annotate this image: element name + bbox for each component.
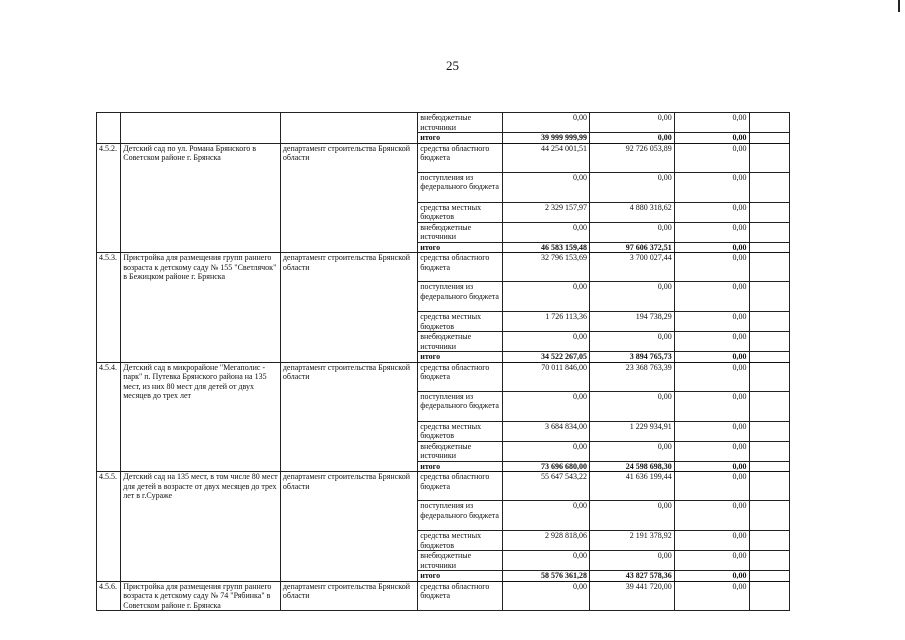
- empty-trailing-cell: [749, 352, 789, 363]
- amount-cell-2: 0,00: [589, 282, 674, 312]
- empty-trailing-cell: [749, 113, 789, 133]
- funding-source-cell: итого: [418, 461, 503, 472]
- empty-trailing-cell: [749, 421, 789, 441]
- page-number: 25: [446, 58, 459, 73]
- amount-cell-3: 0,00: [674, 312, 749, 332]
- funding-source-cell: поступления из федерального бюджета: [418, 172, 503, 202]
- funding-source-cell: средства областного бюджета: [418, 581, 503, 611]
- empty-trailing-cell: [749, 581, 789, 611]
- amount-cell-2: 194 738,29: [589, 312, 674, 332]
- amount-cell-1: 32 796 153,69: [503, 253, 590, 282]
- amount-cell-1: 55 647 543,22: [503, 472, 590, 501]
- project-finance-row: [97, 143, 790, 172]
- amount-cell-3: 0,00: [674, 391, 749, 421]
- project-finance-row: [97, 362, 790, 391]
- empty-trailing-cell: [749, 133, 789, 144]
- project-name-cell: Детский сад в микрорайоне "Мегаполис - парк" п. Путевка Брянского района на 135 мест, из них 80 мест для детей от двух месяцев до трех лет: [121, 362, 281, 472]
- empty-trailing-cell: [749, 441, 789, 461]
- funding-source-cell: средства областного бюджета: [418, 472, 503, 501]
- amount-cell-2: 43 827 578,36: [589, 571, 674, 582]
- funding-source-cell: средства местных бюджетов: [418, 531, 503, 551]
- responsible-department-cell: департамент строительства Брянской области: [280, 581, 417, 611]
- project-code-cell: 4.5.4.: [97, 362, 121, 472]
- amount-cell-2: 39 441 720,00: [589, 581, 674, 611]
- funding-source-cell: поступления из федерального бюджета: [418, 282, 503, 312]
- amount-cell-1: 39 999 999,99: [503, 133, 590, 144]
- funding-source-cell: итого: [418, 571, 503, 582]
- amount-cell-3: 0,00: [674, 472, 749, 501]
- project-name-cell: Детский сад по ул. Романа Брянского в Советском районе г. Брянска: [121, 143, 281, 253]
- amount-cell-1: 58 576 361,28: [503, 571, 590, 582]
- amount-cell-2: 23 368 763,39: [589, 362, 674, 391]
- project-code-cell: 4.5.3.: [97, 253, 121, 363]
- funding-source-cell: внебюджетные источники: [418, 551, 503, 571]
- amount-cell-3: 0,00: [674, 332, 749, 352]
- amount-cell-1: 0,00: [503, 501, 590, 531]
- amount-cell-3: 0,00: [674, 461, 749, 472]
- amount-cell-2: 0,00: [589, 133, 674, 144]
- amount-cell-2: 1 229 934,91: [589, 421, 674, 441]
- amount-cell-1: 46 583 159,48: [503, 242, 590, 253]
- amount-cell-2: 0,00: [589, 551, 674, 571]
- empty-trailing-cell: [749, 571, 789, 582]
- empty-name-cell: [121, 113, 281, 144]
- funding-source-cell: итого: [418, 242, 503, 253]
- empty-code-cell: [97, 113, 121, 144]
- amount-cell-1: 34 522 267,05: [503, 352, 590, 363]
- project-finance-row: [97, 472, 790, 501]
- amount-cell-2: 0,00: [589, 391, 674, 421]
- amount-cell-1: 2 329 157,97: [503, 202, 590, 222]
- responsible-department-cell: департамент строительства Брянской области: [280, 472, 417, 582]
- project-finance-row: [97, 581, 790, 611]
- responsible-department-cell: департамент строительства Брянской области: [280, 253, 417, 363]
- amount-cell-3: 0,00: [674, 352, 749, 363]
- funding-source-cell: внебюджетные источники: [418, 332, 503, 352]
- empty-trailing-cell: [749, 172, 789, 202]
- amount-cell-3: 0,00: [674, 421, 749, 441]
- budget-table: [96, 112, 790, 611]
- amount-cell-2: 41 636 199,44: [589, 472, 674, 501]
- amount-cell-3: 0,00: [674, 113, 749, 133]
- amount-cell-3: 0,00: [674, 133, 749, 144]
- scan-edge-mark: [898, 0, 900, 12]
- amount-cell-3: 0,00: [674, 253, 749, 282]
- amount-cell-2: 2 191 378,92: [589, 531, 674, 551]
- amount-cell-1: 0,00: [503, 113, 590, 133]
- funding-source-cell: средства областного бюджета: [418, 143, 503, 172]
- amount-cell-3: 0,00: [674, 242, 749, 253]
- amount-cell-1: 1 726 113,36: [503, 312, 590, 332]
- empty-trailing-cell: [749, 282, 789, 312]
- amount-cell-1: 0,00: [503, 172, 590, 202]
- amount-cell-1: 0,00: [503, 551, 590, 571]
- amount-cell-2: 0,00: [589, 113, 674, 133]
- amount-cell-3: 0,00: [674, 551, 749, 571]
- amount-cell-3: 0,00: [674, 501, 749, 531]
- project-name-cell: Пристройка для размещения групп раннего возраста к детскому саду № 155 "Светлячок" в Бежицком районе г. Брянска: [121, 253, 281, 363]
- empty-trailing-cell: [749, 222, 789, 242]
- funding-source-cell: внебюджетные источники: [418, 113, 503, 133]
- amount-cell-2: 0,00: [589, 501, 674, 531]
- empty-trailing-cell: [749, 472, 789, 501]
- amount-cell-1: 0,00: [503, 282, 590, 312]
- project-finance-row: [97, 253, 790, 282]
- amount-cell-2: 4 880 318,62: [589, 202, 674, 222]
- amount-cell-2: 0,00: [589, 222, 674, 242]
- funding-source-cell: средства местных бюджетов: [418, 202, 503, 222]
- funding-source-cell: внебюджетные источники: [418, 222, 503, 242]
- amount-cell-2: 24 598 698,30: [589, 461, 674, 472]
- empty-dept-cell: [280, 113, 417, 144]
- amount-cell-3: 0,00: [674, 172, 749, 202]
- amount-cell-2: 0,00: [589, 332, 674, 352]
- amount-cell-1: 0,00: [503, 332, 590, 352]
- funding-source-cell: средства областного бюджета: [418, 362, 503, 391]
- responsible-department-cell: департамент строительства Брянской области: [280, 143, 417, 253]
- amount-cell-1: 70 011 846,00: [503, 362, 590, 391]
- empty-trailing-cell: [749, 461, 789, 472]
- funding-source-cell: итого: [418, 133, 503, 144]
- funding-source-cell: средства местных бюджетов: [418, 421, 503, 441]
- amount-cell-1: 73 696 680,00: [503, 461, 590, 472]
- carry-over-row: [97, 113, 790, 133]
- amount-cell-3: 0,00: [674, 581, 749, 611]
- empty-trailing-cell: [749, 202, 789, 222]
- amount-cell-3: 0,00: [674, 202, 749, 222]
- amount-cell-2: 92 726 053,89: [589, 143, 674, 172]
- amount-cell-1: 3 684 834,00: [503, 421, 590, 441]
- amount-cell-3: 0,00: [674, 531, 749, 551]
- responsible-department-cell: департамент строительства Брянской области: [280, 362, 417, 472]
- amount-cell-3: 0,00: [674, 143, 749, 172]
- funding-source-cell: поступления из федерального бюджета: [418, 501, 503, 531]
- empty-trailing-cell: [749, 312, 789, 332]
- project-name-cell: Пристройка для размещения групп раннего возраста к детскому саду № 74 "Рябинка" в Советском районе г. Брянска: [121, 581, 281, 611]
- amount-cell-1: 2 928 818,06: [503, 531, 590, 551]
- empty-trailing-cell: [749, 143, 789, 172]
- empty-trailing-cell: [749, 531, 789, 551]
- amount-cell-1: 0,00: [503, 391, 590, 421]
- empty-trailing-cell: [749, 242, 789, 253]
- project-name-cell: Детский сад на 135 мест, в том числе 80 мест для детей в возрасте от двух месяцев до трех лет в г.Сураже: [121, 472, 281, 582]
- funding-source-cell: внебюджетные источники: [418, 441, 503, 461]
- funding-source-cell: средства местных бюджетов: [418, 312, 503, 332]
- amount-cell-2: 0,00: [589, 441, 674, 461]
- funding-source-cell: поступления из федерального бюджета: [418, 391, 503, 421]
- amount-cell-3: 0,00: [674, 441, 749, 461]
- empty-trailing-cell: [749, 332, 789, 352]
- project-code-cell: 4.5.5.: [97, 472, 121, 582]
- funding-source-cell: средства областного бюджета: [418, 253, 503, 282]
- amount-cell-1: 44 254 001,51: [503, 143, 590, 172]
- amount-cell-2: 0,00: [589, 172, 674, 202]
- amount-cell-2: 3 894 765,73: [589, 352, 674, 363]
- amount-cell-1: 0,00: [503, 581, 590, 611]
- amount-cell-3: 0,00: [674, 222, 749, 242]
- empty-trailing-cell: [749, 501, 789, 531]
- empty-trailing-cell: [749, 362, 789, 391]
- amount-cell-2: 3 700 027,44: [589, 253, 674, 282]
- funding-source-cell: итого: [418, 352, 503, 363]
- empty-trailing-cell: [749, 551, 789, 571]
- amount-cell-3: 0,00: [674, 571, 749, 582]
- amount-cell-3: 0,00: [674, 282, 749, 312]
- amount-cell-3: 0,00: [674, 362, 749, 391]
- empty-trailing-cell: [749, 253, 789, 282]
- empty-trailing-cell: [749, 391, 789, 421]
- amount-cell-1: 0,00: [503, 222, 590, 242]
- project-code-cell: 4.5.2.: [97, 143, 121, 253]
- amount-cell-1: 0,00: [503, 441, 590, 461]
- amount-cell-2: 97 606 372,51: [589, 242, 674, 253]
- project-code-cell: 4.5.6.: [97, 581, 121, 611]
